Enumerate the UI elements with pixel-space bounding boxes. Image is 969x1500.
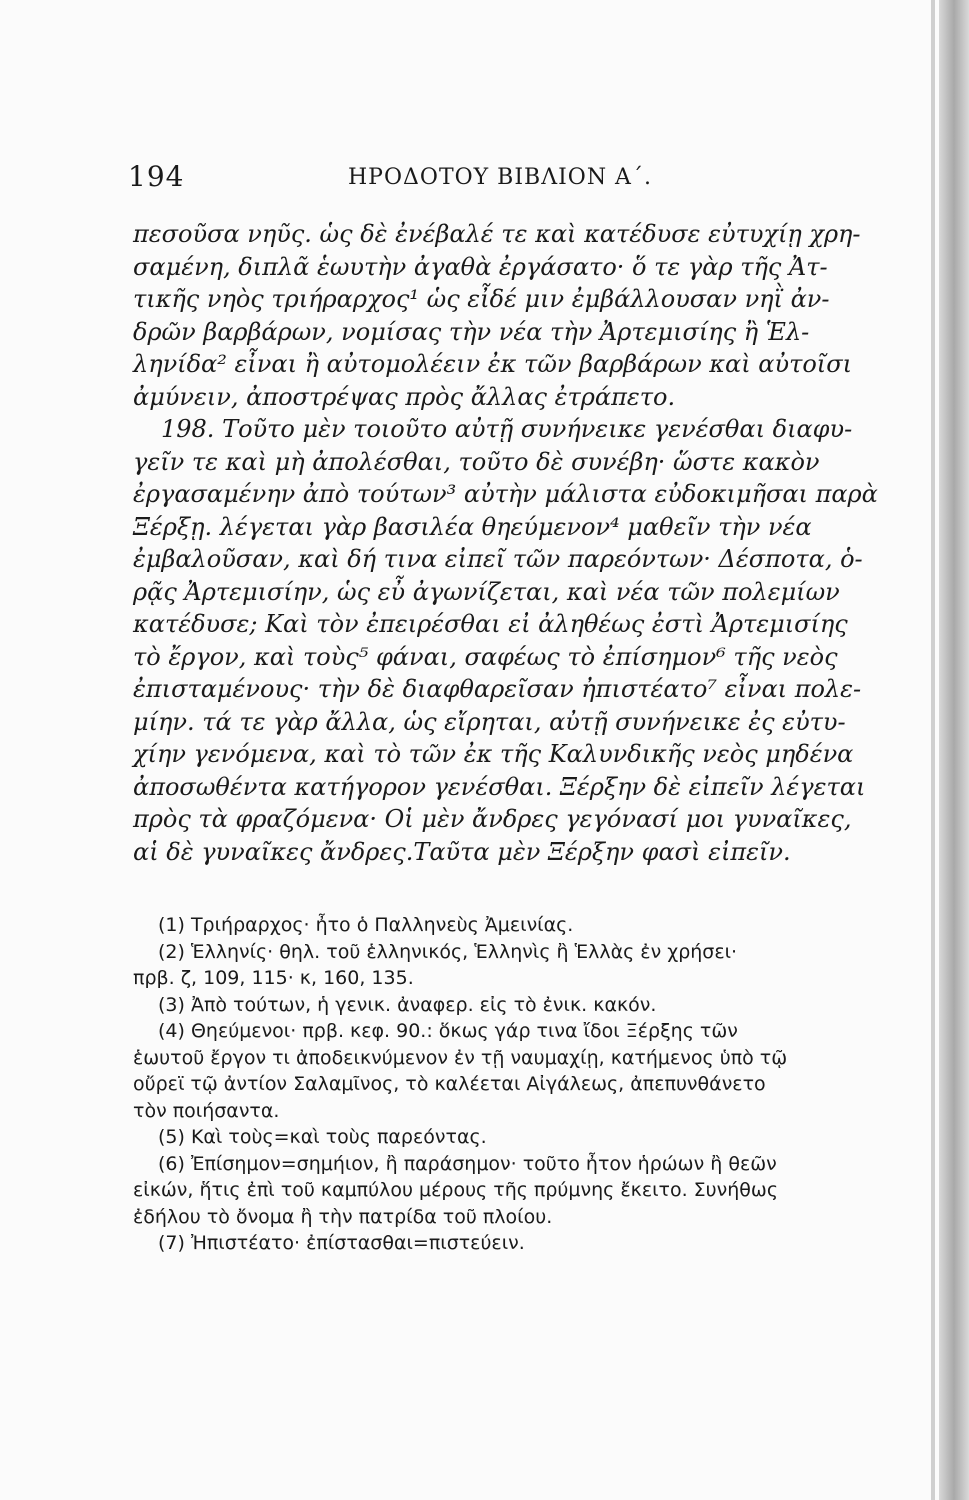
text-line: πρὸς τὰ φραζόμενα· Οἱ μὲν ἄνδρες γεγόνασί μοι γυναῖκες, (133, 805, 852, 833)
footnote-line: (5) Καὶ τοὺς=καὶ τοὺς παρεόντας. (158, 1126, 487, 1148)
text-line: πεσοῦσα νηῦς. ὡς δὲ ἐνέβαλέ τε καὶ κατέδυσε εὐτυχίῃ χρη- (133, 220, 861, 248)
footnote-line: (3) Ἀπὸ τούτων, ἡ γενικ. ἀναφερ. εἰς τὸ ἐνικ. κακόν. (158, 993, 657, 1016)
text-line: χίην γενόμενα, καὶ τὸ τῶν ἐκ τῆς Καλυνδικῆς νεὸς μηδένα (133, 740, 854, 768)
running-head: ΗΡΟΔΟΤΟΥ ΒΙΒΛΙΟΝ Α΄. (348, 165, 652, 190)
text-line: ἐργασαμένην ἀπὸ τούτων³ αὐτὴν μάλιστα εὐδοκιμῆσαι παρὰ (133, 480, 878, 508)
text-line: ρᾷς Ἀρτεμισίην, ὡς εὖ ἀγωνίζεται, καὶ νέα τῶν πολεμίων (133, 577, 840, 606)
main-text (133, 218, 913, 868)
text-line: ἀμύνειν, ἀποστρέψας πρὸς ἄλλας ἐτράπετο. (133, 382, 676, 411)
footnote-line: (2) Ἑλληνίς· θηλ. τοῦ ἑλληνικός, Ἑλληνὶς ἢ Ἑλλὰς ἐν χρήσει· (158, 940, 738, 963)
footnote-line: τὸν ποιήσαντα. (133, 1099, 280, 1122)
text-line: μίην. τά τε γὰρ ἄλλα, ὡς εἴρηται, αὐτῇ συνήνεικε ἐς εὐτυ- (133, 707, 846, 736)
text-line: κατέδυσε; Καὶ τὸν ἐπειρέσθαι εἰ ἀληθέως ἐστὶ Ἀρτεμισίης (133, 610, 848, 638)
footnote-line: (7) Ἠπιστέατο· ἐπίστασθαι=πιστεύειν. (158, 1232, 525, 1254)
footnote-line: (1) Τριήραρχος· ἦτο ὁ Παλληνεὺς Ἀμεινίας. (158, 914, 574, 936)
page-edge (939, 0, 969, 1500)
footnote-line: εἰκών, ἥτις ἐπὶ τοῦ καμπύλου μέρους τῆς πρύμνης ἔκειτο. Συνήθως (133, 1179, 778, 1201)
footnote-line: ἐδήλου τὸ ὄνομα ἢ τὴν πατρίδα τοῦ πλοίου. (133, 1205, 553, 1228)
footnote-line: πρβ. ζ, 109, 115· κ, 160, 135. (133, 967, 414, 989)
text-line: Ξέρξῃ. λέγεται γὰρ βασιλέα θηεύμενον⁴ μαθεῖν τὴν νέα (133, 512, 812, 541)
page-number: 194 (128, 160, 185, 193)
text-line: ἀποσωθέντα κατήγορον γενέσθαι. Ξέρξην δὲ εἰπεῖν λέγεται (133, 772, 866, 801)
text-line: τὸ ἔργον, καὶ τοὺς⁵ φάναι, σαφέως τὸ ἐπίσημον⁶ τῆς νεὸς (133, 642, 838, 671)
text-line: αἱ δὲ γυναῖκες ἄνδρες.Ταῦτα μὲν Ξέρξην φασὶ εἰπεῖν. (133, 837, 791, 866)
text-line: δρῶν βαρβάρων, νομίσας τὴν νέα τὴν Ἀρτεμισίης ἢ Ἑλ- (133, 317, 810, 346)
footnote-line: (6) Ἐπίσημον=σημήιον, ἢ παράσημον· τοῦτο ἦτον ἡρώων ἢ θεῶν (158, 1152, 777, 1175)
text-line: σαμένη, διπλᾶ ἑωυτὴν ἀγαθὰ ἐργάσατο· ὅ τε γὰρ τῆς Ἀτ- (133, 252, 828, 281)
page-edge-shadow (931, 0, 935, 1500)
text-line: γεῖν τε καὶ μὴ ἀπολέσθαι, τοῦτο δὲ συνέβη· ὥστε κακὸν (133, 447, 820, 476)
text-line: 198. Τοῦτο μὲν τοιοῦτο αὐτῇ συνήνεικε γενέσθαι διαφυ- (161, 415, 853, 443)
text-line: ἐμβαλοῦσαν, καὶ δή τινα εἰπεῖ τῶν παρεόντων· Δέσποτα, ὁ- (133, 545, 863, 573)
footnote-line: οὔρεϊ τῷ ἀντίον Σαλαμῖνος, τὸ καλέεται Αἰγάλεως, ἀπεπυνθάνετο (133, 1073, 766, 1095)
text-line: τικῆς νηὸς τριήραρχος¹ ὡς εἶδέ μιν ἐμβάλλουσαν νηῒ ἀν- (133, 285, 830, 313)
text-line: ληνίδα² εἶναι ἢ αὐτομολέειν ἐκ τῶν βαρβάρων καὶ αὐτοῖσι (133, 350, 852, 378)
footnotes (133, 912, 913, 1257)
page-header (128, 160, 908, 200)
text-line: ἐπισταμένους· τὴν δὲ διαφθαρεῖσαν ἠπιστέατο⁷ εἶναι πολε- (133, 675, 862, 703)
footnote-line: ἑωυτοῦ ἔργον τι ἀποδεικνύμενον ἐν τῇ ναυμαχίῃ, κατήμενος ὑπὸ τῷ (133, 1046, 788, 1069)
footnote-line: (4) Θηεύμενοι· πρβ. κεφ. 90.: ὅκως γάρ τινα ἴδοι Ξέρξης τῶν (158, 1020, 738, 1042)
